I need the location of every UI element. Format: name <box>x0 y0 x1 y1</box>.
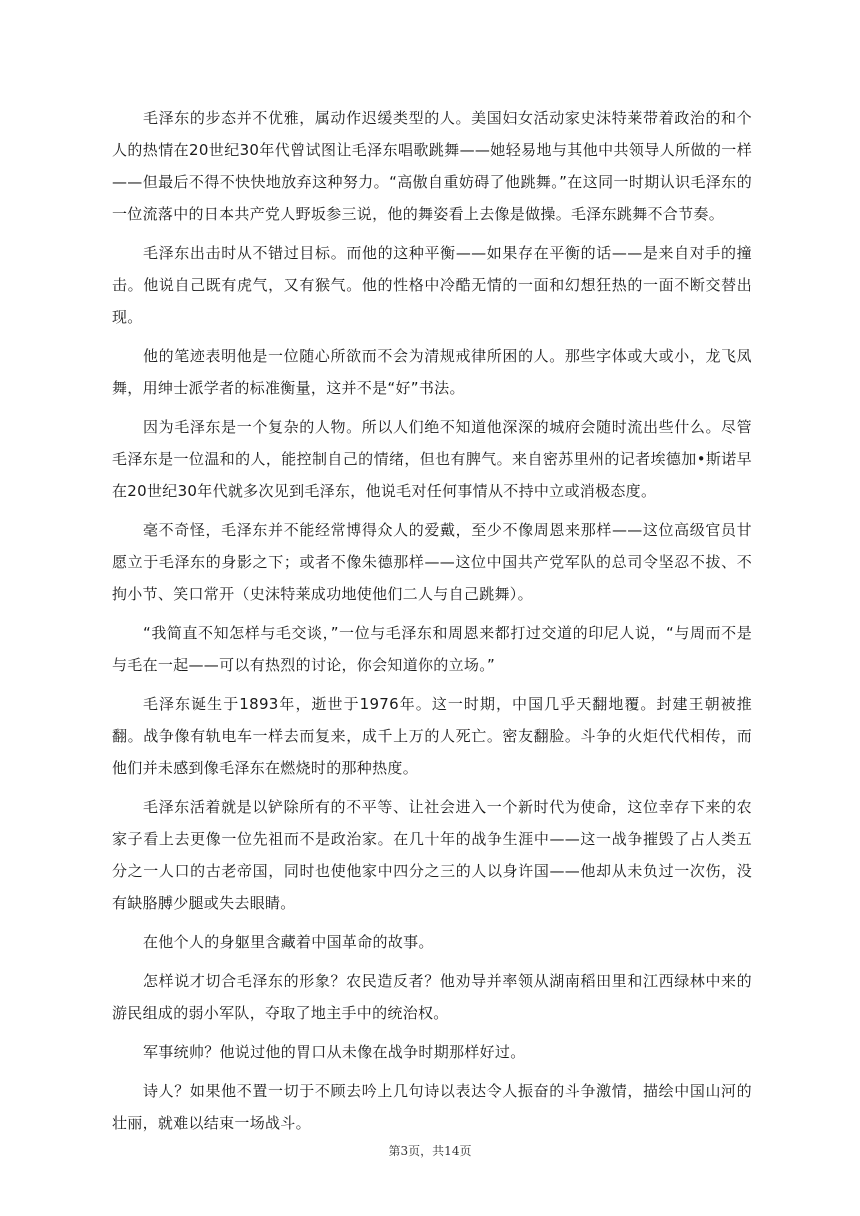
paragraph: 他的笔迹表明他是一位随心所欲而不会为清规戒律所困的人。那些字体或大或小，龙飞凤舞，用绅士派学者的标准衡量，这并不是“好”书法。 <box>112 347 752 397</box>
page-footer: 第3页，共14页 <box>388 1144 472 1158</box>
paragraph: 在他个人的身躯里含藏着中国革命的故事。 <box>143 933 434 951</box>
paragraph: 毛泽东出击时从不错过目标。而他的这种平衡——如果存在平衡的话——是来自对手的撞击。他说自己既有虎气，又有猴气。他的性格中冷酷无情的一面和幻想狂热的一面不断交替出现。 <box>112 244 752 326</box>
paragraph: 因为毛泽东是一个复杂的人物。所以人们绝不知道他深深的城府会随时流出些什么。尽管毛泽东是一位温和的人，能控制自己的情绪，但也有脾气。来自密苏里州的记者埃德加•斯诺早在20世纪30年代就多次见到毛泽东，他说毛对任何事情从不持中立或消极态度。 <box>112 418 752 500</box>
paragraph: 怎样说才切合毛泽东的形象？农民造反者？他劝导并率领从湖南稻田里和江西绿林中来的游民组成的弱小军队，夺取了地主手中的统治权。 <box>112 972 752 1022</box>
paragraph: 军事统帅？他说过他的胃口从未像在战争时期那样好过。 <box>143 1043 526 1061</box>
document-body <box>112 102 752 1146</box>
paragraph: 毫不奇怪，毛泽东并不能经常博得众人的爱戴，至少不像周恩来那样——这位高级官员甘愿立于毛泽东的身影之下；或者不像朱德那样——这位中国共产党军队的总司令坚忍不拔、不拘小节、笑口常开（史沫特莱成功地使他们二人与自己跳舞）。 <box>112 521 752 603</box>
paragraph: 毛泽东活着就是以铲除所有的不平等、让社会进入一个新时代为使命，这位幸存下来的农家子看上去更像一位先祖而不是政治家。在几十年的战争生涯中——这一战争摧毁了占人类五分之一人口的古老帝国，同时也使他家中四分之三的人以身许国——他却从未负过一次伤，没有缺胳膊少腿或失去眼睛。 <box>112 798 752 912</box>
paragraph: 毛泽东诞生于1893年，逝世于1976年。这一时期，中国几乎天翻地覆。封建王朝被推翻。战争像有轨电车一样去而复来，成千上万的人死亡。密友翻脸。斗争的火炬代代相传，而他们并未感到像毛泽东在燃烧时的那种热度。 <box>112 695 752 777</box>
paragraph: 诗人？如果他不置一切于不顾去吟上几句诗以表达令人振奋的斗争激情，描绘中国山河的壮丽，就难以结束一场战斗。 <box>112 1082 752 1132</box>
paragraph: “我简直不知怎样与毛交谈，”一位与毛泽东和周恩来都打过交道的印尼人说，“与周而不是与毛在一起——可以有热烈的讨论，你会知道你的立场。” <box>112 624 752 674</box>
paragraph: 毛泽东的步态并不优雅，属动作迟缓类型的人。美国妇女活动家史沫特莱带着政治的和个人的热情在20世纪30年代曾试图让毛泽东唱歌跳舞——她轻易地与其他中共领导人所做的一样——但最后不得不快快地放弃这种努力。“高傲自重妨碍了他跳舞。”在这同一时期认识毛泽东的一位流落中的日本共产党人野坂参三说，他的舞姿看上去像是做操。毛泽东跳舞不合节奏。 <box>112 109 752 223</box>
